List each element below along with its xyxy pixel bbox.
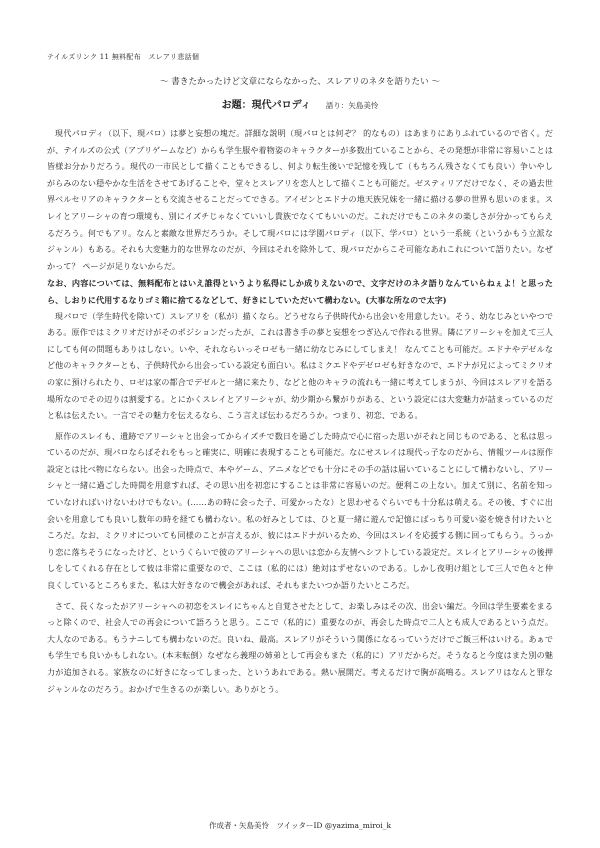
paragraph-disclaimer: なお、内容については、無料配布とはいえ誰得というより私得にしか成りえないので、文字だけのネタ語りなんていらねぇよ！と思ったら、しおりに代用するなりゴミ箱に捨てるなどして、好きにしていただいて構わない。(大事な所なので太字) — [47, 278, 553, 305]
body-text — [47, 126, 553, 698]
paragraph-first-love: 原作のスレイも、遺跡でアリーシャと出会ってからイズチで数日を過ごした時点で心に宿った思いがそれと同じものである、と私は思っているのだが、現パロならばそれをもっと確実に、明確に表現することも可能だ。なにせスレイは現代っ子なのだから、情報ツールは原作設定とは比べ物にならない。出会った時点で、本やゲーム、アニメなどでも十分にその手の話は届いていることにして構わないし、アリーシャと一緒に過ごした時間を用意すれば、その思い出を初恋にすることは非常に容易いのだ。便利この上ない。加えて別に、名前を知っていなければいけないわけでもない。(……あの時に会った子、可愛かったな）と思わせるぐらいでも十分私は萌える。その後、すぐに出会いを用意しても良いし数年の時を経ても構わない。私の好みとしては、ひと夏一緒に遊んで記憶にばっちり可愛い姿を焼き付けたいところだ。なお、ミクリオについても同様のことが言えるが、彼にはエドナがいるため、今回はスレイを応援する側に回ってもらう。うっかり恋に落ちそうになったけど、というくらいで彼のアリーシャへの思いは恋から友情へシフトしている設定だ。スレイとアリーシャの後押しをしてくれる存在として彼は非常に重要なので、ここは（私的には）絶対はずせないのである。しかし夜明け組として三人で色々と仲良くしているところもまた、私は大好きなので機会があれば、それもまたいつか語りたいところだ。 — [47, 431, 553, 591]
paragraph-reunion: さて、長くなったがアリーシャへの初恋をスレイにちゃんと自覚させたとして、お楽しみはその次、出会い編だ。今回は学生要素をまるっと除くので、社会人での再会について語ろうと思う。ここで（私的に）重要なのが、再会した時点で二人とも成人であるという点だ。大人なのである。もうナニしても構わないのだ。良いね、最高。スレアリがそういう関係になるっていうだけでご飯三杯はいける。あぁでも学生でも良いかもしれない。(本末転倒）なぜなら義理の姉弟として再会もまた（私的に）アリだからだ。そうなると今度はまた別の魅力が追加される。家族なのに好きになってしまった、というあれである。熱い展開だ。考えるだけで胸が高鳴る。スレアリはなんと罪なジャンルなのだろう。おかげで生きるのが楽しい。ありがとう。 — [47, 601, 553, 694]
page-title: お題：現代パロディ — [221, 100, 311, 111]
subtitle: 〜 書きたかったけど文章にならなかった、スレアリのネタを語りたい 〜 — [159, 77, 441, 87]
paragraph-childhood: 現パロで（学生時代を除いて）スレアリを（私が）描くなら。どうせなら子供時代から出会いを用意したい。そう、幼なじみといやつである。原作ではミクリオだけがそのポジションだったが、これは書き手の夢と妄想をつぎ込んで作れる世界。隣にアリーシャを加えて三人にしても何の問題もありはしない。いや、それならいっそロゼも一緒に幼なじみにしてしまえ！ なんてことも可能だ。エドナやデゼルなど他のキャラクターとも、子供時代から出会っている設定も面白い。私はミクエドやデゼロゼも好きなので、エドナが兄によってミクリオの家に預けられたり、ロゼは家の都合でデゼルと一緒に来たり、などと他のキャラの流れも一緒に考えてしまうが、今回はスレアリを語る場所なのでその辺りは割愛する。とにかくスレイとアリーシャが、幼少期から繋がりがある、という設定には大変魅力が詰まっているのだと私は伝えたい。一言でその魅力を伝えるなら、こう言えば伝わるだろうか。つまり、初恋、である。 — [47, 311, 553, 421]
paragraph-intro: 現代パロディ（以下、現パロ）は夢と妄想の塊だ。詳細な説明（現パロとは何ぞ？ 的なもの）はあまりにありふれているので省く。だが、テイルズの公式（アプリゲームなど）からも学生服や着物姿のキャラクターが多数出ていることから、その発想が非常に容易いことは皆様お分かりだろう。現代の一市民として描くこともできるし、何より転生後いで記憶を残して（もちろん残さなくても良い）争いやしがらみのない穏やかな生活をさせてあげることや、堂々とスレアリを恋人として描くことも可能だ。ゼスティリアだけでなく、その過去世界ベルセリアのキャラクターとも交流させることだってできる。アイゼンとエドナの地天族兄妹を一緒に描ける夢の世界も思いのまま。スレイとアリーシャの育つ環境も、別にイズチじゃなくていいし貴族でなくてもいいのだ。これだけでもこのネタの楽しさが分かってもらえるだろう。何でもアリ。なんと素敵な世界だろうか。そして現パロには学園パロディ（以下、学パロ）という一系統（というかもう立派なジャンル）もある。それも大変魅力的な世界なのだが、今回はそれを除外して、現パロだからこそ可能なあれこれについて語りたい。なぜかって？ ページが足りないからだ。 — [47, 129, 553, 271]
author-credit: 語り：矢島美怜 — [325, 101, 379, 110]
footer-credit: 作成者・矢島美怜 ツイッターID @yazima_miroi_k — [208, 821, 392, 830]
title-line — [0, 93, 600, 112]
header-note: テイルズリンク 11 無料配布 スレアリ悲話個 — [47, 53, 200, 61]
